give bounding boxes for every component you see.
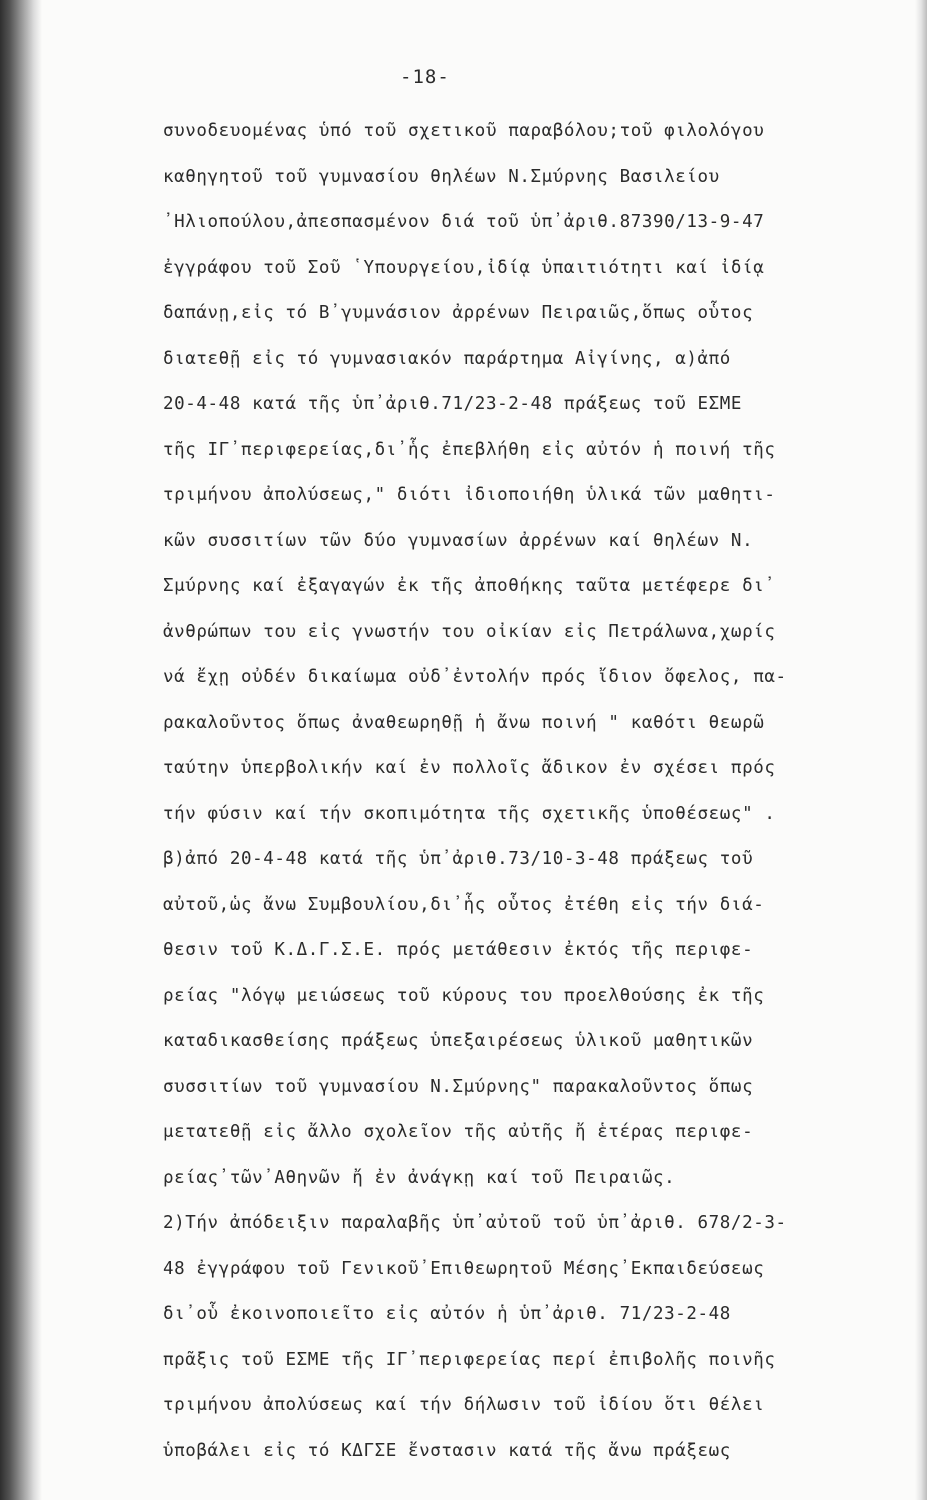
text-line: διατεθῇ εἰς τό γυμνασιακόν παράρτημα Αἰγίνης, α)ἀπό [163,348,731,369]
text-line: συσσιτίων τοῦ γυμνασίου Ν.Σμύρνης" παρακαλοῦντος ὅπως [163,1076,754,1097]
text-line: ρείας᾽τῶν᾽Αθηνῶν ἤ ἐν ἀνάγκῃ καί τοῦ Πειραιῶς. [163,1167,676,1188]
page-right-shadow [915,0,927,1500]
text-line: πρᾶξις τοῦ ΕΣΜΕ τῆς ΙΓ᾽περιφερείας περί ἐπιβολῆς ποινῆς [163,1349,776,1370]
text-line: 2)Τήν ἀπόδειξιν παραλαβῆς ὑπ᾽αὐτοῦ τοῦ ὑπ᾽ἀριθ. 678/2-3- [163,1213,787,1233]
text-line: αὐτοῦ,ὡς ἄνω Συμβουλίου,δι᾽ἧς οὗτος ἐτέθη εἰς τήν διά- [163,894,765,915]
text-line: κῶν συσσιτίων τῶν δύο γυμνασίων ἀρρένων καί θηλέων Ν. [163,530,754,551]
page-left-shadow [0,0,42,1500]
text-line: καταδικασθείσης πράξεως ὑπεξαιρέσεως ὑλικοῦ μαθητικῶν [163,1031,754,1051]
text-line: θεσιν τοῦ Κ.Δ.Γ.Σ.Ε. πρός μετάθεσιν ἐκτός τῆς περιφε- [163,940,754,960]
typed-text-body [163,109,893,1474]
text-line: ᾽Ηλιοπούλου,ἀπεσπασμένον διά τοῦ ὑπ᾽ἀριθ.87390/13-9-47 [163,212,765,232]
text-line: ρείας "λόγῳ μειώσεως τοῦ κύρους του προελθούσης ἐκ τῆς [163,985,765,1006]
text-line: τῆς ΙΓ᾽περιφερείας,δι᾽ἧς ἐπεβλήθη εἰς αὐτόν ἡ ποινή τῆς [163,439,776,460]
text-line: ὑποβάλει εἰς τό ΚΔΓΣΕ ἔνστασιν κατά τῆς ἄνω πράξεως [163,1440,731,1461]
text-line: μετατεθῇ εἰς ἄλλο σχολεῖον τῆς αὐτῆς ἤ ἑτέρας περιφε- [163,1122,754,1142]
text-line: ἐγγράφου τοῦ Σοῦ ῾Υπουργείου,ἰδίᾳ ὑπαιτιότητι καί ἰδίᾳ [163,257,765,278]
text-line: Σμύρνης καί ἐξαγαγών ἐκ τῆς ἀποθήκης ταῦτα μετέφερε δι᾽ [163,576,776,596]
text-line: δι᾽οὗ ἐκοινοποιεῖτο εἰς αὐτόν ἡ ὑπ᾽ἀριθ. 71/23-2-48 [163,1304,731,1324]
text-line: ταύτην ὑπερβολικήν καί ἐν πολλοῖς ἄδικον ἐν σχέσει πρός [163,758,776,778]
page-number: -18- [400,66,450,88]
text-line: τριμήνου ἀπολύσεως καί τήν δήλωσιν τοῦ ἰδίου ὅτι θέλει [163,1395,765,1415]
text-line: 48 ἐγγράφου τοῦ Γενικοῦ᾽Επιθεωρητοῦ Μέσης᾽Εκπαιδεύσεως [163,1258,765,1279]
text-line: δαπάνῃ,εἰς τό Β᾽γυμνάσιον ἀρρένων Πειραιῶς,ὅπως οὗτος [163,303,754,323]
text-line: νά ἔχῃ οὐδέν δικαίωμα οὐδ᾽ἐντολήν πρός ἴδιον ὄφελος, πα- [163,667,787,687]
text-line: β)ἀπό 20-4-48 κατά τῆς ὑπ᾽ἀριθ.73/10-3-48 πράξεως τοῦ [163,849,754,869]
text-line: καθηγητοῦ τοῦ γυμνασίου θηλέων Ν.Σμύρνης Βασιλείου [163,166,720,187]
text-line: ἀνθρώπων του εἰς γνωστήν του οἰκίαν εἰς Πετράλωνα,χωρίς [163,621,776,642]
text-line: τριμήνου ἀπολύσεως," διότι ἰδιοποιήθη ὑλικά τῶν μαθητι- [163,485,776,505]
text-line: ρακαλοῦντος ὅπως ἀναθεωρηθῇ ἡ ἄνω ποινή " καθότι θεωρῶ [163,712,765,733]
text-line: συνοδευομένας ὑπό τοῦ σχετικοῦ παραβόλου;τοῦ φιλολόγου [163,121,765,141]
text-line: τήν φύσιν καί τήν σκοπιμότητα τῆς σχετικῆς ὑποθέσεως" . [163,803,776,824]
text-line: 20-4-48 κατά τῆς ὑπ᾽ἀριθ.71/23-2-48 πράξεως τοῦ ΕΣΜΕ [163,394,743,414]
